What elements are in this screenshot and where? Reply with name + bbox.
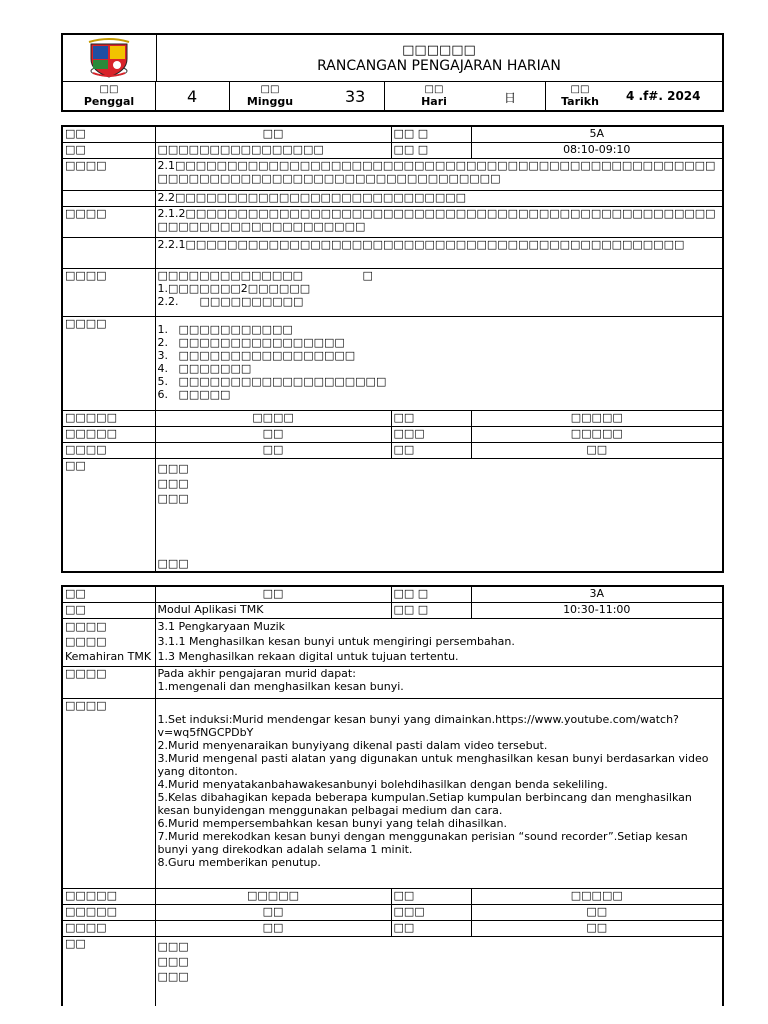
meta-label: □□□□□	[62, 888, 155, 904]
header-info-row	[63, 81, 722, 110]
empty-cell	[62, 237, 155, 268]
subject-value: □□	[155, 126, 391, 142]
rph-header	[61, 33, 724, 112]
school-logo-cell	[63, 35, 157, 82]
meta-value: □□□□□	[155, 888, 391, 904]
reflection-label: □□	[62, 936, 155, 1006]
activity-value	[155, 316, 723, 410]
objective-value	[155, 666, 723, 698]
table-row	[62, 126, 723, 142]
learning-standard-value: 2.1.2□□□□□□□□□□□□□□□□□□□□□□□□□□□□□□□□□□□□□□□□□□□□□□□□□□□□□□□□□□□□□□□□□□□□□□□	[155, 206, 723, 237]
hari-label: Hari	[421, 95, 447, 108]
meta-label: □□□	[391, 426, 471, 442]
minggu-cell	[230, 81, 385, 110]
meta-value: □□□□□	[471, 426, 723, 442]
content-standard-label: □□□□	[62, 158, 155, 190]
table-row	[62, 458, 723, 572]
activity-label: □□□□	[62, 698, 155, 888]
objective-line: 2.2. □□□□□□□□□□	[157, 294, 304, 308]
minggu-label: Minggu	[246, 95, 294, 108]
reflection-value	[155, 458, 723, 572]
meta-value: □□□□□	[471, 410, 723, 426]
meta-value: □□□□□	[471, 888, 723, 904]
reflection-line: □□□	[157, 476, 189, 490]
activity-label: □□□□	[62, 316, 155, 410]
table-row	[62, 888, 723, 904]
meta-label: □□□	[391, 904, 471, 920]
tarikh-cell	[546, 81, 722, 110]
meta-value: □□	[471, 920, 723, 936]
table-row	[62, 904, 723, 920]
objective-label: □□□□	[62, 666, 155, 698]
hari-value: 日	[504, 91, 517, 105]
table-row	[62, 410, 723, 426]
hari-top-label: □□	[424, 84, 444, 95]
activity-value	[155, 698, 723, 888]
hari-cell	[385, 81, 546, 110]
table-row	[62, 586, 723, 602]
reflection-blank	[158, 506, 721, 556]
activity-line	[158, 700, 715, 713]
meta-label: □□	[391, 410, 471, 426]
meta-label: □□□□□	[62, 426, 155, 442]
activity-line: 4. □□□□□□□	[157, 361, 252, 375]
table-row	[62, 442, 723, 458]
objective-line: 1.mengenali dan menghasilkan kesan bunyi.	[157, 679, 404, 693]
content-standard-value-2: 2.2□□□□□□□□□□□□□□□□□□□□□□□□□□□□	[155, 190, 723, 206]
learning-standard-label: □□□□	[65, 634, 107, 648]
table-row	[62, 190, 723, 206]
activity-line: 4.Murid menyatakanbahawakesanbunyi bolehdihasilkan dengan benda sekeliling.	[157, 777, 608, 791]
empty-cell	[62, 190, 155, 206]
subject-label: □□	[62, 586, 155, 602]
ict-skill-value: 1.3 Menghasilkan rekaan digital untuk tujuan tertentu.	[157, 649, 459, 663]
topic-label: □□	[62, 142, 155, 158]
penggal-label: Penggal	[83, 95, 135, 108]
topic-value: □□□□□□□□□□□□□□□□	[155, 142, 391, 158]
tarikh-top-label: □□	[570, 84, 590, 95]
reflection-label: □□	[62, 458, 155, 572]
meta-value: □□	[155, 442, 391, 458]
table-row	[62, 920, 723, 936]
activity-line: 3.Murid mengenal pasti alatan yang digunakan untuk menghasilkan kesan bunyi berdasarkan video yang ditonton.	[157, 751, 713, 778]
activity-line: 3. □□□□□□□□□□□□□□□□□	[157, 348, 356, 362]
objective-line: 1.□□□□□□□2□□□□□□	[157, 281, 311, 295]
activity-line: 6.Murid mempersembahkan kesan bunyi yang telah dihasilkan.	[157, 816, 507, 830]
activity-line: 2. □□□□□□□□□□□□□□□□	[157, 335, 345, 349]
meta-value: □□	[155, 426, 391, 442]
content-standard-value: 2.1□□□□□□□□□□□□□□□□□□□□□□□□□□□□□□□□□□□□□□□□□□□□□□□□□□□□□□□□□□□□□□□□□□□□□□□□□□□□□□□□□□□□□	[155, 158, 723, 190]
standards-value	[155, 618, 723, 666]
table-row	[62, 142, 723, 158]
table-row	[62, 158, 723, 190]
meta-value: □□	[471, 904, 723, 920]
penggal-value-cell	[156, 81, 230, 110]
content-standard-value: 3.1 Pengkaryaan Muzik	[157, 619, 286, 633]
time-label: □□ □	[391, 602, 471, 618]
content-standard-label: □□□□	[65, 619, 107, 633]
school-name: □□□□□□	[402, 43, 476, 58]
lesson-2-table	[61, 585, 724, 1006]
objective-line: □□□□□□□□□□□□□□ □	[157, 268, 373, 282]
time-value: 10:30-11:00	[471, 602, 723, 618]
table-row	[62, 268, 723, 316]
reflection-line: □□□	[157, 954, 189, 968]
meta-value: □□	[471, 442, 723, 458]
meta-label: □□□□□	[62, 904, 155, 920]
subject-value: □□	[155, 586, 391, 602]
meta-label: □□□□	[62, 920, 155, 936]
activity-line: 1. □□□□□□□□□□□	[157, 322, 293, 336]
document-title: RANCANGAN PENGAJARAN HARIAN	[317, 58, 561, 74]
table-row	[62, 666, 723, 698]
meta-label: □□	[391, 442, 471, 458]
table-row	[62, 698, 723, 888]
table-row	[62, 316, 723, 410]
objective-label: □□□□	[62, 268, 155, 316]
activity-line: 6. □□□□□	[157, 387, 231, 401]
learning-standard-value: 3.1.1 Menghasilkan kesan bunyi untuk mengiringi persembahan.	[157, 634, 515, 648]
meta-label: □□	[391, 920, 471, 936]
learning-standard-label: □□□□	[62, 206, 155, 237]
meta-value: □□	[155, 904, 391, 920]
class-label: □□ □	[391, 126, 471, 142]
class-label: □□ □	[391, 586, 471, 602]
meta-label: □□	[391, 888, 471, 904]
table-row	[62, 618, 723, 666]
activity-line: 5.Kelas dibahagikan kepada beberapa kumpulan.Setiap kumpulan berbincang dan menghasilkan kesan bunyidengan menggunakan pelbagai medium dan cara.	[157, 790, 696, 817]
meta-value: □□	[155, 920, 391, 936]
reflection-line: □□□	[157, 939, 189, 953]
objective-line: Pada akhir pengajaran murid dapat:	[157, 666, 356, 680]
topic-label: □□	[62, 602, 155, 618]
learning-standard-value-2: 2.2.1□□□□□□□□□□□□□□□□□□□□□□□□□□□□□□□□□□□□□□□□□□□□□□□□	[155, 237, 723, 268]
activity-line: 2.Murid menyenaraikan bunyiyang dikenal pasti dalam video tersebut.	[157, 738, 548, 752]
time-label: □□ □	[391, 142, 471, 158]
activity-line: 8.Guru memberikan penutup.	[157, 855, 321, 869]
tarikh-value: 4 .f#. 2024	[626, 89, 701, 103]
topic-value: Modul Aplikasi TMK	[155, 602, 391, 618]
table-row	[62, 602, 723, 618]
meta-value: □□□□	[155, 410, 391, 426]
tarikh-label: Tarikh	[561, 95, 599, 108]
time-value: 08:10-09:10	[471, 142, 723, 158]
penggal-label-cell	[63, 81, 156, 110]
table-row	[62, 936, 723, 1006]
reflection-value	[155, 936, 723, 1006]
minggu-top-label: □□	[260, 84, 280, 95]
activity-line: 7.Murid merekodkan kesan bunyi dengan menggunakan perisian “sound recorder”.Setiap kesan bunyi yang direkodkan adalah selama 1 minit.	[157, 829, 692, 856]
reflection-line: □□□	[157, 461, 189, 475]
table-row	[62, 426, 723, 442]
subject-label: □□	[62, 126, 155, 142]
table-row	[62, 237, 723, 268]
meta-label: □□□□	[62, 442, 155, 458]
meta-label: □□□□□	[62, 410, 155, 426]
header-title-cell	[156, 35, 722, 82]
penggal-value: 4	[187, 87, 198, 106]
reflection-line: □□□	[157, 491, 189, 505]
activity-line: 5. □□□□□□□□□□□□□□□□□□□□	[157, 374, 387, 388]
ict-skill-label: Kemahiran TMK	[65, 649, 152, 663]
class-value: 3A	[471, 586, 723, 602]
class-value: 5A	[471, 126, 723, 142]
reflection-line: □□□	[157, 556, 189, 570]
minggu-value: 33	[345, 87, 366, 106]
penggal-top-label: □□	[99, 84, 119, 95]
reflection-line: □□□	[157, 969, 189, 983]
table-row	[62, 206, 723, 237]
standards-label	[62, 618, 155, 666]
objective-value	[155, 268, 723, 316]
lesson-1-table	[61, 125, 724, 573]
activity-line: 1.Set induksi:Murid mendengar kesan bunyi yang dimainkan.https://www.youtube.com/watch?v=wq5fNGCPDbY	[157, 712, 679, 739]
school-crest-icon	[63, 35, 156, 81]
